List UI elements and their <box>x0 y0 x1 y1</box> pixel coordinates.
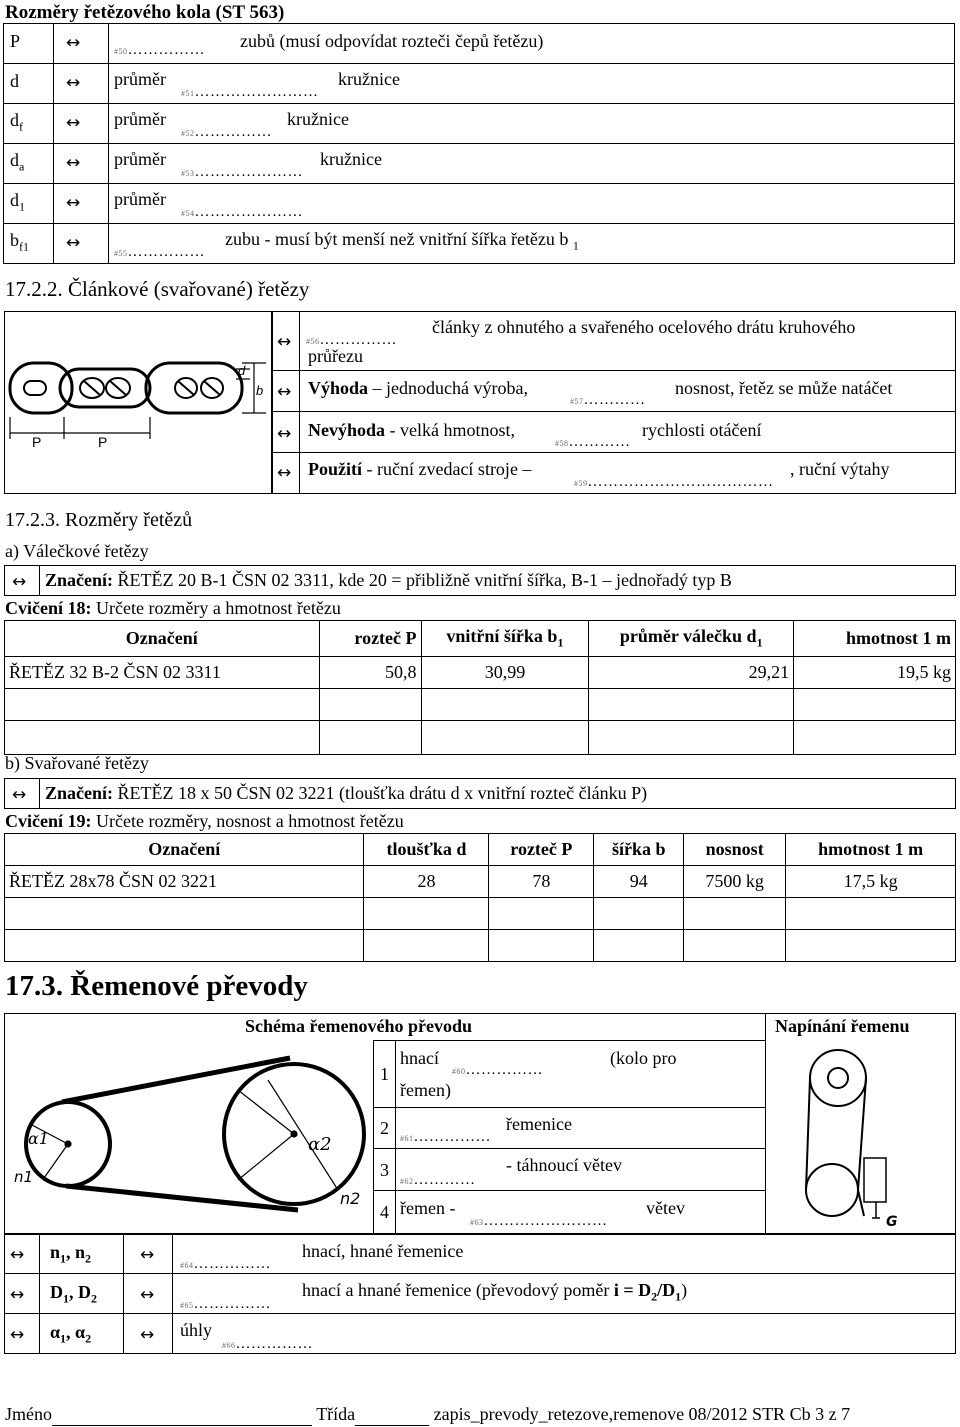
footer <box>5 1404 850 1426</box>
belt-symbol-text: hnací, hnané řemenice <box>302 1241 464 1261</box>
link-row-text: články z ohnutého a svařeného ocelového drátu kruhového <box>432 317 856 337</box>
arrow-icon: ↔ <box>277 463 292 483</box>
symbol: d <box>10 150 19 170</box>
table-cell: 94 <box>594 866 684 898</box>
arrow-icon: ↔ <box>66 233 81 253</box>
usage-label: Použití <box>308 459 362 479</box>
link-row-text: rychlosti otáčení <box>642 420 762 440</box>
header-hmotnost: hmotnost 1 m <box>794 621 956 657</box>
belt-item-number: 4 <box>380 1202 389 1222</box>
arrow-icon: ↔ <box>12 572 27 592</box>
arrow-icon: ↔ <box>10 1285 25 1305</box>
tension-title: Napínání řemenu <box>775 1016 910 1036</box>
belt-item-text: řemen) <box>400 1080 451 1100</box>
blank-64[interactable]: #64…………… <box>180 1256 271 1272</box>
table-cell: 28 <box>364 866 489 898</box>
link-chain-figure <box>6 355 272 451</box>
roller-heading: a) Válečkové řetězy <box>5 541 149 561</box>
blank-55[interactable]: #55…………… <box>114 244 205 260</box>
marking-text: ŘETĚZ 20 B-1 ČSN 02 3311, kde 20 = přibližně vnitřní šířka, B-1 – jednořadý typ B <box>113 570 732 590</box>
belt-item-text: hnací <box>400 1048 439 1068</box>
blank-58[interactable]: #58………… <box>555 434 631 450</box>
arrow-icon: ↔ <box>277 424 292 444</box>
link-row-text: – jednoduchá výroba, <box>368 378 528 398</box>
n2-label: n2 <box>340 1189 361 1208</box>
header-vnitrni: vnitřní šířka $b_1$ <box>421 621 589 657</box>
welded-heading: b) Svařované řetězy <box>5 753 149 773</box>
blank-62[interactable]: #62………… <box>400 1172 476 1188</box>
row-text: zubu - musí být menší než vnitřní šířka řetězu b <box>225 229 569 249</box>
arrow-icon: ↔ <box>66 113 81 133</box>
arrow-icon: ↔ <box>10 1245 25 1265</box>
table-row <box>5 657 956 689</box>
arrow-icon: ↔ <box>66 153 81 173</box>
blank-53[interactable]: #53………………… <box>181 164 303 180</box>
arrow-icon: ↔ <box>66 73 81 93</box>
advantage-label: Výhoda <box>308 378 369 398</box>
arrow-icon: ↔ <box>140 1245 155 1265</box>
pitch-label-1: P <box>32 434 42 450</box>
disadvantage-label: Nevýhoda <box>308 420 386 440</box>
blank-52[interactable]: #52…………… <box>181 124 272 140</box>
header-nosnost: nosnost <box>684 834 786 866</box>
arrow-icon: ↔ <box>10 1325 25 1345</box>
blank-50[interactable]: #50…………… <box>114 42 205 58</box>
symbol: d <box>10 71 19 91</box>
table-row <box>5 930 956 962</box>
row-text: průměr <box>114 149 166 169</box>
class-label: Třída <box>316 1404 356 1424</box>
arrow-icon: ↔ <box>277 382 292 402</box>
arrow-icon: ↔ <box>12 785 27 805</box>
exercise-label: Cvičení 18: <box>5 598 92 618</box>
blank-56[interactable]: #56…………… <box>306 332 397 348</box>
header-prumer: průměr válečku $d_1$ <box>589 621 794 657</box>
section-173-title: 17.3. Řemenové převody <box>5 970 308 1002</box>
marking-text: ŘETĚZ 18 x 50 ČSN 02 3221 (tloušťka drátu d x vnitřní rozteč článku P) <box>113 783 648 803</box>
arrow-icon: ↔ <box>140 1325 155 1345</box>
table-row <box>5 721 956 755</box>
row-text: zubů (musí odpovídat rozteči čepů řetězu) <box>240 31 544 51</box>
link-row-text: , ruční výtahy <box>790 459 890 479</box>
link-row-text: - velká hmotnost, <box>385 420 515 440</box>
header-roztec: rozteč P <box>489 834 594 866</box>
belt-drive-figure <box>8 1040 370 1232</box>
n1-label: n1 <box>14 1168 34 1186</box>
belt-symbol-text: úhly <box>180 1320 213 1340</box>
alpha2-label: α2 <box>308 1134 332 1155</box>
symbol: d <box>10 110 19 130</box>
exercise-label: Cvičení 19: <box>5 811 92 831</box>
link-row-text: nosnost, řetěz se může natáčet <box>675 378 893 398</box>
table-cell: ŘETĚZ 28x78 ČSN 02 3221 <box>5 866 364 898</box>
belt-item-text: (kolo pro <box>610 1048 677 1068</box>
roller-table <box>4 620 956 755</box>
header-oznaceni: Označení <box>5 834 364 866</box>
marking-label: Značení: <box>45 783 114 803</box>
schema-title: Schéma řemenového převodu <box>245 1016 472 1036</box>
table-cell: 29,21 <box>589 657 794 689</box>
wire-d-label: d <box>238 363 246 378</box>
row-text: průměr <box>114 69 166 89</box>
blank-51[interactable]: #51…………………… <box>181 84 319 100</box>
blank-61[interactable]: #61…………… <box>400 1129 491 1145</box>
header-tloustka: tloušťka d <box>364 834 489 866</box>
row-text: kružnice <box>338 69 400 89</box>
sprocket-title: Rozměry řetězového kola (ST 563) <box>5 2 285 23</box>
marking-label: Značení: <box>45 570 114 590</box>
width-b-label: b <box>256 383 264 398</box>
section-1722-title: 17.2.2. Článkové (svařované) řetězy <box>5 277 310 301</box>
text-sub: 1 <box>572 238 579 253</box>
symbol: d <box>10 190 19 210</box>
link-row-text: průřezu <box>308 346 363 366</box>
table-row <box>5 866 956 898</box>
blank-65[interactable]: #65…………… <box>180 1296 271 1312</box>
table-row <box>5 898 956 930</box>
header-hmotnost: hmotnost 1 m <box>786 834 956 866</box>
symbol-sub: a <box>19 159 25 174</box>
exercise-text: Určete rozměry a hmotnost řetězu <box>91 598 341 618</box>
table-cell: 78 <box>489 866 594 898</box>
belt-item-text: větev <box>646 1198 685 1218</box>
weight-g-label: G <box>886 1214 898 1230</box>
belt-item-text: řemenice <box>506 1114 572 1134</box>
symbol: P <box>10 31 21 51</box>
symbol-sub: f <box>19 119 23 134</box>
symbol-sub: 1 <box>19 199 25 214</box>
arrow-icon: ↔ <box>140 1285 155 1305</box>
header-roztec: rozteč P <box>319 621 421 657</box>
row-text: průměr <box>114 109 166 129</box>
table-cell: ŘETĚZ 32 B-2 ČSN 02 3311 <box>5 657 320 689</box>
belt-item-text: řemen - <box>400 1198 456 1218</box>
blank-66[interactable]: #66…………… <box>222 1336 313 1352</box>
belt-tension-figure <box>768 1040 954 1232</box>
table-cell: 50,8 <box>319 657 421 689</box>
table-cell: 19,5 kg <box>794 657 956 689</box>
name-field[interactable] <box>52 1404 312 1426</box>
belt-item-number: 2 <box>380 1118 389 1138</box>
welded-table <box>4 833 956 962</box>
symbol-sub: f1 <box>19 239 29 254</box>
blank-57[interactable]: #57………… <box>570 392 646 408</box>
arrow-icon: ↔ <box>66 193 81 213</box>
name-label: Jméno <box>5 1404 52 1424</box>
blank-60[interactable]: #60…………… <box>452 1062 543 1078</box>
belt-symbol-text: hnací a hnané řemenice (převodový poměr <box>302 1280 614 1300</box>
blank-59[interactable]: #59……………………………… <box>574 474 774 490</box>
arrow-icon: ↔ <box>66 33 81 53</box>
table-row <box>5 689 956 721</box>
section-1723-title: 17.2.3. Rozměry řetězů <box>5 509 193 531</box>
blank-63[interactable]: #63…………………… <box>470 1213 608 1229</box>
table-cell: 17,5 kg <box>786 866 956 898</box>
table-cell: 7500 kg <box>684 866 786 898</box>
belt-item-text: - táhnoucí větev <box>506 1155 622 1175</box>
row-text: kružnice <box>287 109 349 129</box>
pitch-label-2: P <box>98 434 108 450</box>
doc-id: zapis_prevody_retezove,remenove 08/2012 STR Cb 3 z 7 <box>433 1404 851 1424</box>
header-oznaceni: Označení <box>5 621 320 657</box>
row-text: průměr <box>114 189 166 209</box>
alpha1-label: α1 <box>28 1129 49 1148</box>
header-sirka: šířka b <box>594 834 684 866</box>
link-row-text: - ruční zvedací stroje – <box>362 459 532 479</box>
arrow-icon: ↔ <box>277 332 292 352</box>
table-cell: 30,99 <box>421 657 589 689</box>
blank-54[interactable]: #54………………… <box>181 204 303 220</box>
belt-item-number: 1 <box>380 1064 389 1084</box>
row-text: kružnice <box>320 149 382 169</box>
class-field[interactable] <box>355 1404 429 1426</box>
symbol: b <box>10 230 19 250</box>
exercise-text: Určete rozměry, nosnost a hmotnost řetězu <box>91 811 404 831</box>
belt-item-number: 3 <box>380 1160 389 1180</box>
